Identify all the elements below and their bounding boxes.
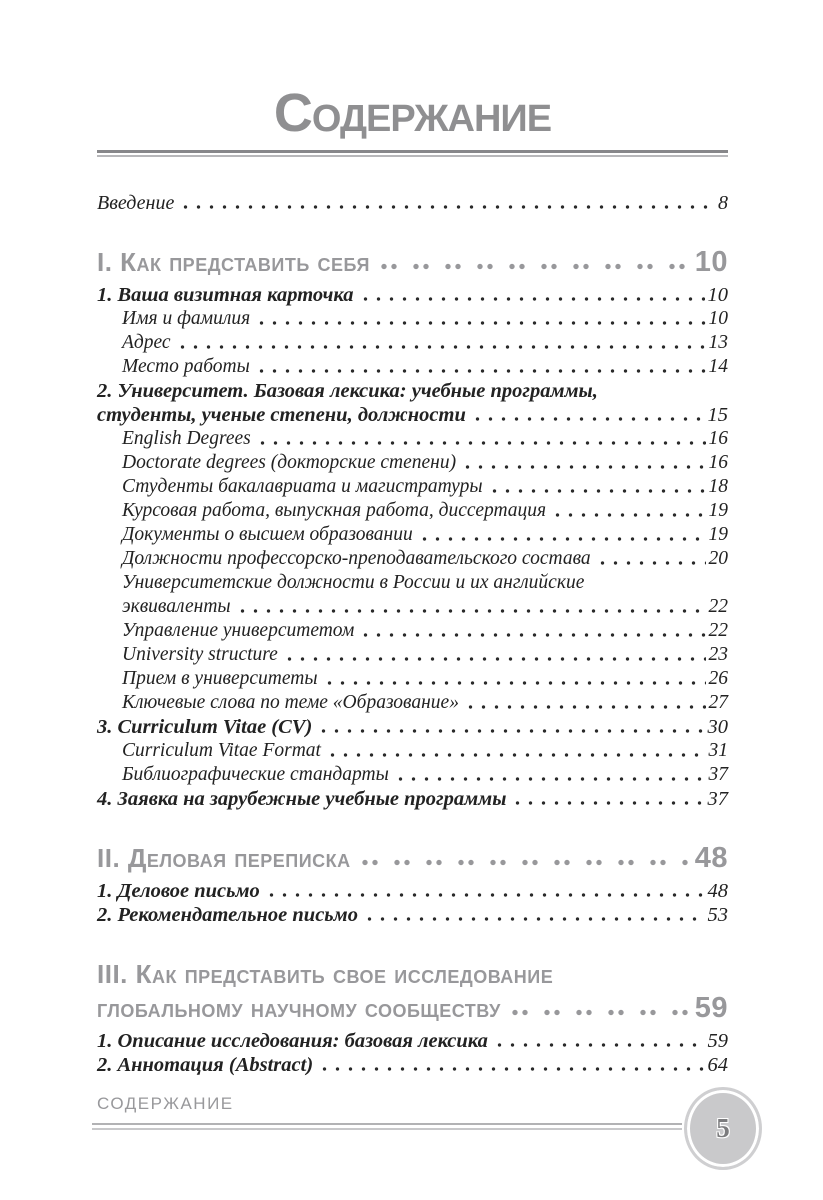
toc-entry: [97, 355, 728, 379]
entry-text: University structure: [122, 644, 278, 666]
dot-leader: [361, 841, 689, 875]
dot-leader: [359, 283, 705, 307]
section-header-text: I. Как представить себя: [97, 247, 370, 278]
entry-page-number: 10: [708, 308, 728, 330]
dot-leader: [255, 355, 706, 379]
entry-page-number: 19: [708, 500, 728, 522]
section-page-number: 48: [694, 842, 728, 875]
section-header-line: [97, 841, 728, 875]
entry-page-number: 37: [708, 764, 728, 786]
dot-leader: [471, 403, 705, 427]
dot-leader: [464, 691, 706, 715]
entry-text: Курсовая работа, выпускная работа, диссертация: [122, 500, 547, 522]
toc-entry: [97, 1029, 728, 1053]
dot-leader: [511, 991, 689, 1025]
entry-page-number: 16: [708, 452, 728, 474]
entry-page-number: 27: [708, 692, 728, 714]
section-header-line: III. Как представить свое исследование: [97, 959, 554, 990]
entry-text: Место работы: [122, 356, 250, 378]
dot-leader: [551, 499, 705, 523]
dot-leader: [596, 547, 706, 571]
toc-entry-line: [97, 379, 728, 403]
section-header-text: глобальному научному сообществу: [97, 993, 501, 1024]
dot-leader: [380, 245, 689, 279]
section-page-number: 10: [694, 246, 728, 279]
toc-entry: [97, 619, 728, 643]
entry-page-number: 31: [708, 740, 728, 762]
dot-leader: [323, 667, 706, 691]
entry-page-number: 16: [708, 428, 728, 450]
page-number-badge: [684, 1087, 762, 1170]
toc-entry: [97, 739, 728, 763]
toc-entry: [97, 879, 728, 903]
toc-entry: [97, 787, 728, 811]
dot-leader: [318, 1053, 704, 1077]
section-header-text: II. Деловая переписка: [97, 843, 351, 874]
entry-text: Адрес: [122, 332, 171, 354]
dot-leader: [176, 331, 706, 355]
entry-text: English Degrees: [122, 428, 251, 450]
dot-leader: [461, 451, 705, 475]
entry-text: Имя и фамилия: [122, 308, 251, 330]
section-header: [97, 957, 728, 1025]
title-rule: [97, 150, 728, 157]
entry-text: 1. Деловое письмо: [97, 880, 260, 903]
entry-page-number: 19: [708, 524, 728, 546]
section-header: [97, 245, 728, 279]
footer-running-title: СОДЕРЖАНИЕ: [97, 1094, 234, 1113]
toc-entry: [97, 667, 728, 691]
entry-page-number: 53: [707, 904, 728, 927]
toc-entry: [97, 595, 728, 619]
dot-leader: [317, 715, 704, 739]
toc-entry-line: [97, 571, 728, 595]
entry-text: Документы о высшем образовании: [122, 524, 413, 546]
toc-entry: [97, 451, 728, 475]
toc-entry: [97, 547, 728, 571]
dot-leader: [265, 879, 705, 903]
entry-text: Прием в университеты: [122, 668, 318, 690]
section-page-number: 59: [694, 992, 728, 1025]
footer-rule: [92, 1123, 682, 1130]
entry-page-number: 18: [708, 476, 728, 498]
toc-entry: [97, 643, 728, 667]
entry-page-number: 26: [708, 668, 728, 690]
entry-page-number: 8: [718, 192, 728, 215]
entry-page-number: 22: [708, 596, 728, 618]
entry-page-number: 15: [707, 404, 728, 427]
dot-leader: [394, 763, 706, 787]
entry-page-number: 48: [707, 880, 728, 903]
page-number: 5: [716, 1113, 730, 1143]
toc-entry: [97, 475, 728, 499]
toc-entry: [97, 715, 728, 739]
toc-entry: [97, 331, 728, 355]
entry-text: 3. Curriculum Vitae (CV): [97, 716, 313, 739]
entry-text: Библиографические стандарты: [122, 764, 389, 786]
entry-text: Студенты бакалавриата и магистратуры: [122, 476, 483, 498]
entry-page-number: 22: [708, 620, 728, 642]
toc-entry: [97, 307, 728, 331]
dot-leader: [418, 523, 706, 547]
dot-leader: [511, 787, 704, 811]
dot-leader: [283, 643, 706, 667]
toc-entry: [97, 403, 728, 427]
dot-leader: [326, 739, 706, 763]
entry-text: студенты, ученые степени, должности: [97, 404, 466, 427]
entry-text: Управление университетом: [122, 620, 355, 642]
dot-leader: [256, 427, 706, 451]
toc-entry: [97, 427, 728, 451]
entry-text: 1. Описание исследования: базовая лексика: [97, 1030, 488, 1053]
entry-page-number: 14: [708, 356, 728, 378]
entry-page-number: 30: [707, 716, 728, 739]
dot-leader: [179, 191, 715, 215]
dot-leader: [493, 1029, 705, 1053]
toc: [97, 191, 728, 1077]
entry-page-number: 59: [707, 1030, 728, 1053]
toc-entry: [97, 691, 728, 715]
section-header: [97, 841, 728, 875]
toc-entry: [97, 1053, 728, 1077]
dot-leader: [363, 903, 705, 927]
entry-text: 2. Университет. Базовая лексика: учебные программы,: [97, 380, 598, 403]
toc-entry: [97, 763, 728, 787]
entry-page-number: 13: [708, 332, 728, 354]
dot-leader: [236, 595, 706, 619]
entry-text: Ключевые слова по теме «Образование»: [122, 692, 459, 714]
entry-page-number: 20: [708, 548, 728, 570]
entry-text: Университетские должности в России и их английские: [122, 572, 585, 594]
section-header-line: [97, 991, 728, 1025]
entry-page-number: 37: [707, 788, 728, 811]
page-title: Содержание: [273, 83, 552, 143]
dot-leader: [255, 307, 705, 331]
entry-page-number: 10: [707, 284, 728, 307]
entry-text: эквиваленты: [122, 596, 231, 618]
dot-leader: [488, 475, 706, 499]
toc-entry: [97, 903, 728, 927]
page-content: [0, 83, 823, 1077]
entry-page-number: 64: [707, 1054, 728, 1077]
toc-entry: [97, 191, 728, 215]
toc-entry: [97, 283, 728, 307]
entry-text: 2. Аннотация (Abstract): [97, 1054, 314, 1077]
toc-entry: [97, 523, 728, 547]
section-header-line: [97, 245, 728, 279]
entry-page-number: 23: [708, 644, 728, 666]
entry-text: 1. Ваша визитная карточка: [97, 284, 354, 307]
entry-text: 4. Заявка на зарубежные учебные программы: [97, 788, 507, 811]
entry-text: Curriculum Vitae Format: [122, 740, 321, 762]
entry-text: 2. Рекомендательное письмо: [97, 904, 358, 927]
entry-text: Doctorate degrees (докторские степени): [122, 452, 457, 474]
toc-entry: [97, 499, 728, 523]
dot-leader: [359, 619, 705, 643]
entry-text: Должности профессорско-преподавательского состава: [122, 548, 591, 570]
entry-text: Введение: [97, 192, 175, 215]
